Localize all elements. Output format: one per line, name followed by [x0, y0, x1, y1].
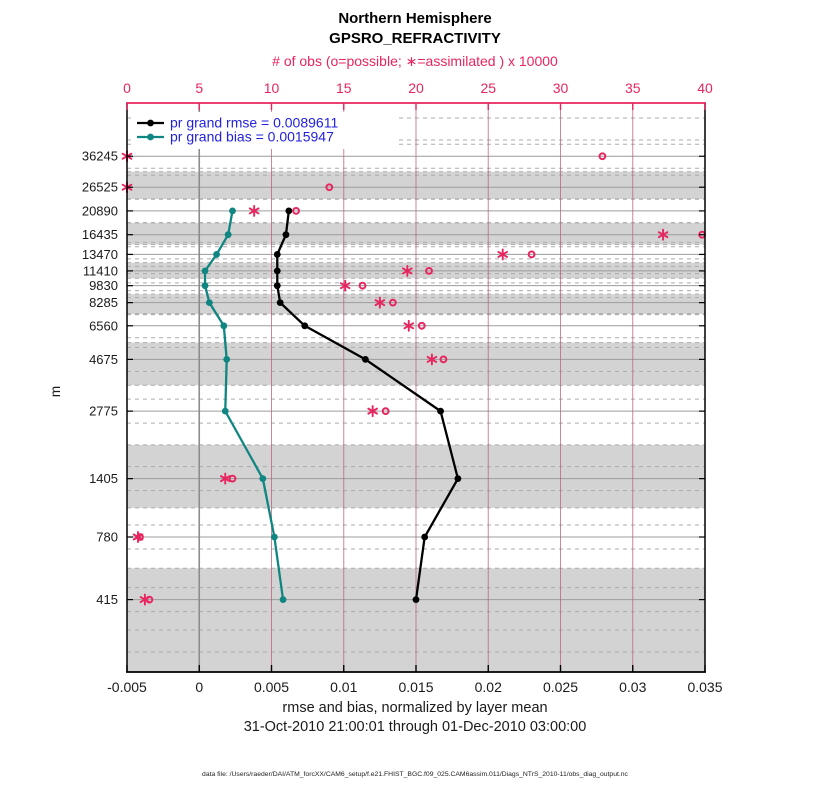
legend-entry-0: pr grand rmse = 0.0089611: [170, 114, 339, 131]
plot-title-region: Northern Hemisphere: [338, 10, 492, 27]
svg-text:2775: 2775: [89, 403, 118, 419]
svg-text:0.03: 0.03: [619, 679, 647, 695]
svg-text:0.01: 0.01: [330, 679, 358, 695]
svg-text:0.025: 0.025: [542, 679, 579, 695]
svg-text:0.02: 0.02: [474, 679, 502, 695]
svg-text:20890: 20890: [81, 203, 118, 219]
y-axis-label: m: [48, 385, 63, 398]
svg-text:35: 35: [624, 80, 641, 96]
legend: [131, 112, 397, 149]
date-range-subtitle: 31-Oct-2010 21:00:01 through 01-Dec-2010 03:00:00: [243, 719, 587, 735]
svg-text:36245: 36245: [81, 148, 118, 164]
svg-text:780: 780: [96, 529, 118, 545]
x-axis-label: rmse and bias, normalized by layer mean: [282, 700, 548, 716]
svg-text:11410: 11410: [82, 263, 118, 279]
svg-text:30: 30: [552, 80, 569, 96]
svg-text:16435: 16435: [81, 227, 118, 243]
svg-text:25: 25: [480, 80, 497, 96]
svg-text:0.015: 0.015: [398, 679, 434, 695]
legend-entry-1: pr grand bias = 0.0015947: [170, 128, 334, 145]
svg-text:40: 40: [697, 80, 713, 96]
svg-text:-0.005: -0.005: [107, 679, 147, 695]
plot-title-variable: GPSRO_REFRACTIVITY: [329, 30, 501, 47]
svg-text:0: 0: [123, 80, 131, 96]
svg-text:5: 5: [195, 80, 204, 96]
svg-text:4675: 4675: [89, 351, 118, 367]
svg-text:415: 415: [96, 592, 118, 608]
svg-text:9830: 9830: [89, 278, 118, 294]
svg-text:0.035: 0.035: [687, 679, 723, 695]
svg-text:10: 10: [263, 80, 280, 96]
data-file-footer: data file: /Users/raeder/DAI/ATM_forcXX/CAM6_setup/f.e21.FHIST_BGC.f09_025.CAM6assim.011/Diags_NTrS_2010-11/obs_diag_output.nc: [202, 771, 628, 778]
svg-text:13470: 13470: [81, 246, 118, 262]
svg-text:1405: 1405: [89, 471, 118, 487]
svg-text:0: 0: [195, 679, 204, 695]
svg-text:8285: 8285: [89, 295, 118, 311]
top-axis-label: # of obs (o=possible; ∗=assimilated ) x 10000: [272, 53, 558, 69]
svg-text:20: 20: [408, 80, 424, 96]
svg-text:15: 15: [335, 80, 352, 96]
svg-text:26525: 26525: [81, 179, 118, 195]
svg-text:6560: 6560: [89, 318, 118, 334]
svg-text:0.005: 0.005: [253, 679, 290, 695]
